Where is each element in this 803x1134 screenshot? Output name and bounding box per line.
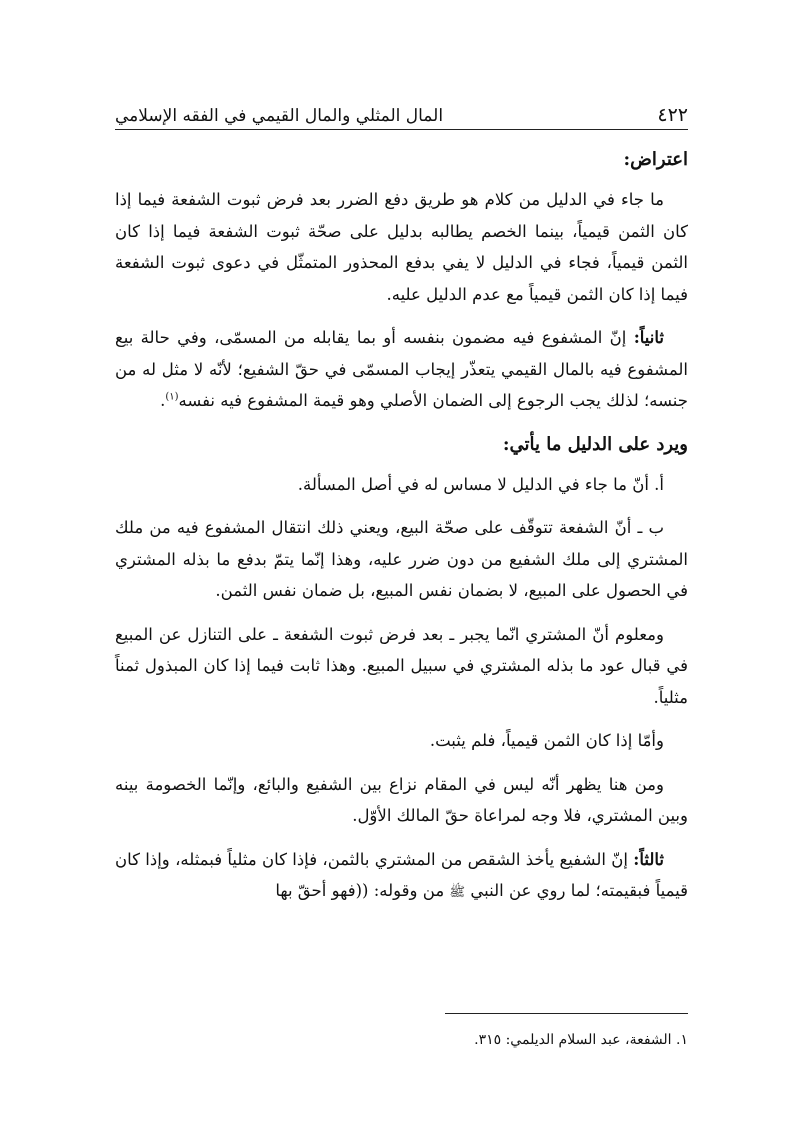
book-title: المال المثلي والمال القيمي في الفقه الإسلامي [115, 106, 444, 126]
third-lead: ثالثاً: [633, 849, 664, 869]
item-b: ب ـ أنّ الشفعة تتوقّف على صحّة البيع، ويعني ذلك انتقال المشفوع فيه من ملك المشتري إلى ملك الشفيع من دون ضرر عليه، وهذا إنّما يتمّ بدفع ما بذله المشتري في الحصول على المبيع، لا بضمان نفس المبيع، بل ضمان نفس الثمن. [115, 518, 688, 600]
footnote-ref[interactable]: (١) [165, 391, 179, 403]
header-rule [115, 129, 688, 130]
paragraph-known: ومعلوم أنّ المشتري انّما يجبر ـ بعد فرض ثبوت الشفعة ـ على التنازل عن المبيع في قبال عود ما بذله المشتري في سبيل المبيع. وهذا ثابت فيما إذا كان المبذول ثمناً مثلياً. [115, 624, 688, 707]
footnote: ١. الشفعة، عبد السلام الديلمي: ٣١٥. [474, 1032, 688, 1048]
footnote-rule [445, 1013, 688, 1014]
second-lead: ثانياً: [633, 328, 664, 347]
third-end: من وقوله: ((فهو أحقّ بها [275, 881, 450, 900]
running-header [115, 92, 688, 126]
paragraph-here: ومن هنا يظهر أنّه ليس في المقام نزاع بين الشفيع والبائع، وإنّما الخصومة بينه وبين المشتري، فلا وجه لمراعاة حقّ المالك الأوّل. [115, 774, 688, 825]
page-number: ٤٢٢ [657, 104, 688, 126]
heading-response: ويرد على الدليل ما يأتي: [502, 433, 688, 455]
item-a: أ. أنّ ما جاء في الدليل لا مساس له في أصل المسألة. [297, 474, 664, 494]
paragraph-third [115, 844, 688, 909]
second-text: إنّ المشفوع فيه مضمون بنفسه أو بما يقابله من المسمّى، وفي حالة بيع المشفوع فيه بالمال القيمي يتعذّر إيجاب المسمّى في حقّ الشفيع؛ لأنّه لا مثل له من جنسه؛ لذلك يجب الرجوع إلى الضمان الأصلي وهو قيمة المشفوع فيه نفسه [115, 328, 688, 410]
paragraph-but: وأمّا إذا كان الثمن قيمياً، فلم يثبت. [429, 731, 664, 750]
paragraph-objection: ما جاء في الدليل من كلام هو طريق دفع الضرر بعد فرض ثبوت الشفعة فيما إذا كان الثمن قيمياً، بينما الخصم يطالبه بدليل على صحّة ثبوت الشفعة فيما إذا كان الثمن قيمياً، فجاء في الدليل لا يفي بدفع المحذور المتمثّل في دعوى ثبوت الشفعة فيما إذا كان الثمن قيمياً مع عدم الدليل عليه. [115, 190, 688, 304]
main-text [115, 140, 688, 921]
honorific-glyph: ﷺ [449, 885, 466, 900]
paragraph-second [115, 322, 688, 417]
heading-objection: اعتراض: [623, 149, 688, 170]
second-end: . [160, 391, 166, 410]
third-text: إنّ الشفيع يأخذ الشقص من المشتري بالثمن، فإذا كان مثلياً فبمثله، وإذا كان قيمياً فبقيمته؛ لما روي عن النبي [115, 849, 688, 900]
